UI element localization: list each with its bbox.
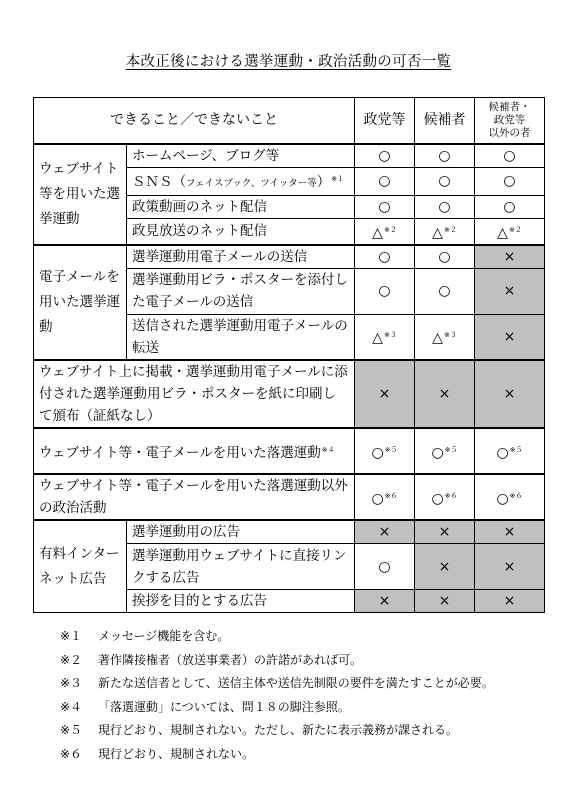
cell-parties: ×	[355, 520, 415, 544]
footnote-mark: ※２	[60, 652, 83, 667]
cell-value: △	[432, 224, 443, 241]
cell-parties	[355, 314, 415, 360]
table-row	[34, 144, 545, 168]
cell-others: ○	[475, 144, 545, 168]
table-row	[34, 245, 545, 269]
cell-value: △	[372, 330, 383, 347]
cell-value: ○	[371, 490, 384, 507]
footnote-text: 現行どおり、規制されない。ただし、新たに表示義務が課される。	[98, 723, 459, 738]
footnotes	[60, 624, 494, 765]
note-ref: ※１	[331, 174, 345, 183]
table-row	[34, 360, 545, 428]
row-label: ホームページ、ブログ等	[127, 144, 355, 168]
cell-candidates: ×	[415, 544, 475, 590]
row-label: 選挙運動用の広告	[127, 520, 355, 544]
cell-candidates: ○	[415, 245, 475, 269]
footnote-mark: ※５	[60, 723, 83, 738]
cell-value: ○	[431, 490, 444, 507]
rakusen-label: ウェブサイト等・電子メールを用いた落選運動	[39, 444, 321, 461]
sns-label-small: フェイスブック、ツイッター等	[186, 177, 317, 189]
cell-candidates: ×	[415, 590, 475, 613]
cell-others: ×	[475, 360, 545, 428]
cell-value: ○	[496, 490, 509, 507]
row-label	[34, 428, 355, 474]
footnote-mark: ※１	[60, 629, 83, 644]
footnote-text: 新たな送信者として、送信主体や送信先制限の要件を満たすことが必要。	[98, 676, 494, 691]
footnote	[60, 671, 494, 695]
cell-value: △	[372, 224, 383, 241]
cell-candidates: ○	[415, 268, 475, 314]
cell-others	[475, 218, 545, 245]
cell-parties: ○	[355, 195, 415, 218]
cell-parties	[355, 218, 415, 245]
footnote-mark: ※６	[60, 746, 83, 761]
cell-parties	[355, 474, 415, 520]
cell-others	[475, 428, 545, 474]
header-others	[475, 98, 545, 144]
row-label: 送信された選挙運動用電子メールの転送	[127, 314, 355, 360]
cell-value: ○	[371, 444, 384, 461]
header-others-line2: 政党等	[493, 113, 526, 126]
group-website: ウェブサイト等を用いた選挙運動	[34, 144, 127, 245]
sns-label-end: ）	[316, 173, 331, 190]
footnote-text: メッセージ機能を含む。	[98, 629, 230, 644]
cell-parties: ○	[355, 245, 415, 269]
cell-others: ×	[475, 314, 545, 360]
cell-others: ×	[475, 268, 545, 314]
footnote	[60, 742, 494, 766]
cell-others: ×	[475, 245, 545, 269]
cell-candidates: ×	[415, 360, 475, 428]
group-email: 電子メールを用いた選挙運動	[34, 245, 127, 361]
permission-table	[33, 97, 545, 613]
footnote-text: 「落選運動」については、問１８の脚注参照。	[98, 699, 350, 714]
row-label: ウェブサイト等・電子メールを用いた落選運動以外の政治活動	[34, 474, 355, 520]
table-row	[34, 520, 545, 544]
cell-others: ×	[475, 544, 545, 590]
note-ref: ※５	[509, 445, 523, 454]
group-ads: 有料インターネット広告	[34, 520, 127, 613]
footnote	[60, 624, 494, 648]
note-ref: ※６	[509, 491, 523, 500]
footnote-mark: ※４	[60, 699, 83, 714]
header-candidates: 候補者	[415, 98, 475, 144]
row-label: 選挙運動用ビラ・ポスターを添付した電子メールの送信	[127, 268, 355, 314]
header-others-line3: 以外の者	[488, 126, 531, 139]
footnote-text: 著作隣接権者（放送事業者）の許諾があれば可。	[98, 652, 363, 667]
row-label: ウェブサイト上に掲載・選挙運動用電子メールに添付された選挙運動用ビラ・ポスターを紙に印刷して頒布（証紙なし）	[34, 360, 355, 428]
cell-parties: ×	[355, 360, 415, 428]
footnote	[60, 718, 494, 742]
cell-candidates: ○	[415, 167, 475, 195]
cell-candidates: ×	[415, 520, 475, 544]
cell-value: △	[497, 224, 508, 241]
cell-parties: ○	[355, 144, 415, 168]
note-ref: ※３	[383, 331, 397, 340]
cell-candidates: ○	[415, 195, 475, 218]
cell-candidates: ○	[415, 144, 475, 168]
note-ref: ※６	[444, 491, 458, 500]
note-ref: ※５	[384, 445, 398, 454]
cell-candidates	[415, 218, 475, 245]
row-label: 政見放送のネット配信	[127, 218, 355, 245]
sns-label: ＳＮＳ（	[132, 173, 186, 190]
cell-candidates	[415, 428, 475, 474]
cell-parties: ○	[355, 268, 415, 314]
cell-others: ○	[475, 167, 545, 195]
table-header-row	[34, 98, 545, 144]
row-label	[127, 167, 355, 195]
cell-others: ×	[475, 590, 545, 613]
note-ref: ※２	[383, 225, 397, 234]
cell-value: △	[432, 330, 443, 347]
cell-parties: ○	[355, 167, 415, 195]
note-ref: ※４	[321, 445, 335, 454]
row-label: 選挙運動用電子メールの送信	[127, 245, 355, 269]
cell-parties: ×	[355, 590, 415, 613]
footnote-text: 現行どおり、規制されない。	[98, 746, 255, 761]
cell-value: ○	[496, 444, 509, 461]
note-ref: ※２	[508, 225, 522, 234]
note-ref: ※５	[444, 445, 458, 454]
header-parties: 政党等	[355, 98, 415, 144]
note-ref: ※３	[443, 331, 457, 340]
cell-candidates	[415, 474, 475, 520]
table-row	[34, 428, 545, 474]
row-label: 挨拶を目的とする広告	[127, 590, 355, 613]
document-title: 本改正後における選挙運動・政治活動の可否一覧	[125, 54, 452, 70]
cell-others: ○	[475, 195, 545, 218]
header-item: できること／できないこと	[34, 98, 355, 144]
header-others-line1: 候補者・	[488, 100, 531, 113]
row-label: 政策動画のネット配信	[127, 195, 355, 218]
footnote-mark: ※３	[60, 676, 83, 691]
footnote	[60, 695, 494, 719]
note-ref: ※６	[384, 491, 398, 500]
cell-candidates	[415, 314, 475, 360]
cell-parties	[355, 428, 415, 474]
table-row	[34, 474, 545, 520]
cell-others: ×	[475, 520, 545, 544]
footnote	[60, 648, 494, 672]
cell-parties: ○	[355, 544, 415, 590]
row-label: 選挙運動用ウェブサイトに直接リンクする広告	[127, 544, 355, 590]
cell-value: ○	[431, 444, 444, 461]
cell-others	[475, 474, 545, 520]
note-ref: ※２	[443, 225, 457, 234]
